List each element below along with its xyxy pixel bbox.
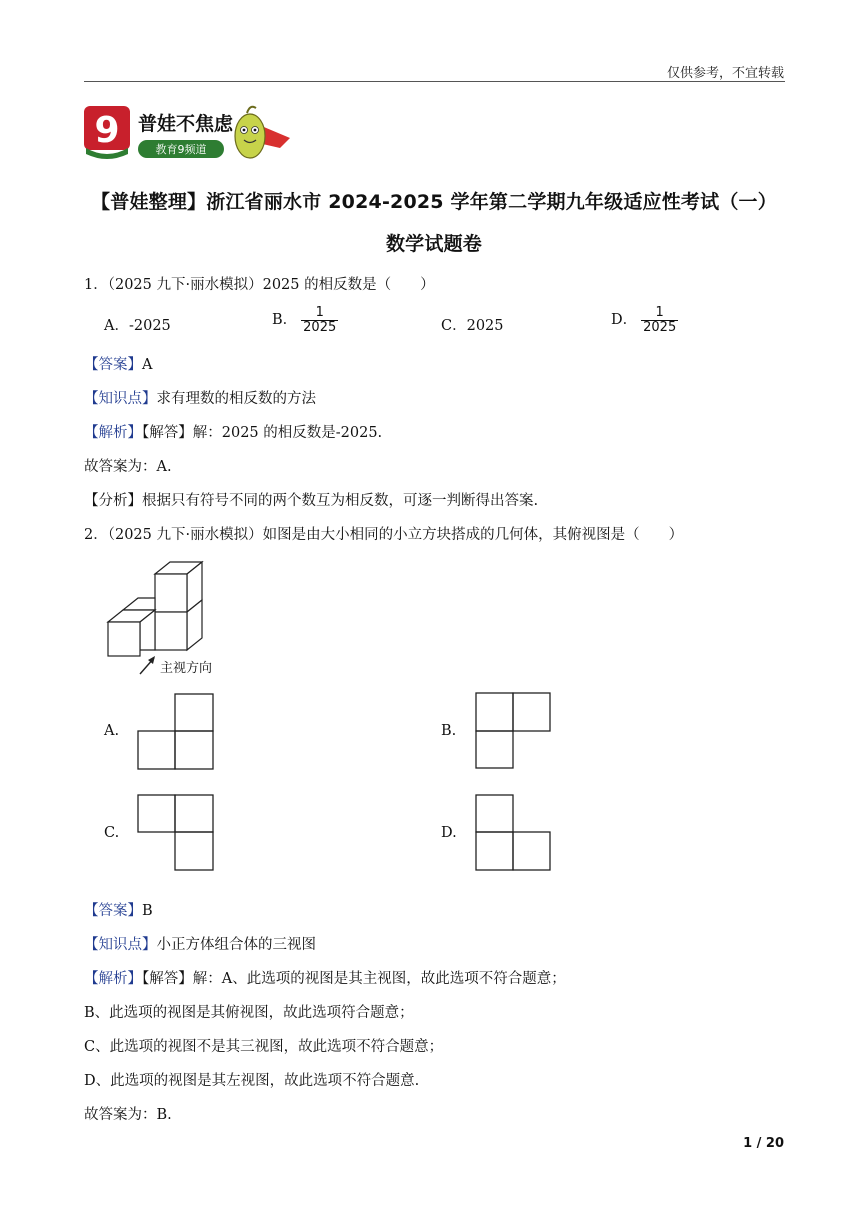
analysis-text: 【解答】解：A、此选项的视图是其主视图，故此选项不符合题意；	[142, 971, 566, 987]
q2-option-a-label: A.	[104, 723, 120, 739]
header-rule	[84, 81, 785, 82]
q1-answer	[84, 353, 152, 374]
q1-option-d	[611, 306, 678, 334]
grid-square	[175, 694, 213, 731]
page-number: 1 / 20	[743, 1136, 784, 1151]
mascot-icon	[235, 107, 290, 158]
q1-option-d-label: D．	[611, 312, 638, 329]
analysis-tag: 【解析】	[84, 971, 142, 987]
q1-knowledge-point	[84, 387, 316, 408]
grid-square	[476, 832, 513, 870]
q1-option-b-label: B．	[272, 312, 298, 329]
q1-option-b-fraction	[301, 306, 338, 334]
answer-tag: 【答案】	[84, 903, 142, 919]
q1-conclusion: 故答案为：A.	[84, 459, 172, 475]
q1-option-a: A．-2025	[104, 318, 171, 334]
q2-figure-label: 主视方向	[160, 661, 213, 676]
q2-conclusion: 故答案为：B.	[84, 1107, 172, 1123]
document-title: 【普娃整理】浙江省丽水市 2024-2025 学年第二学期九年级适应性考试（一）	[91, 191, 777, 213]
answer-value: B	[142, 903, 153, 919]
fraction-numerator: 1	[315, 305, 324, 320]
grid-square	[175, 832, 213, 870]
q1-option-c: C．2025	[441, 318, 504, 334]
analysis-text: 【解答】解：2025 的相反数是-2025.	[142, 425, 383, 441]
grid-square	[138, 731, 175, 769]
grid-square	[476, 731, 513, 768]
grid-square	[476, 693, 513, 731]
knowledge-text: 求有理数的相反数的方法	[156, 391, 316, 407]
cube-back-top-face	[123, 598, 155, 610]
q2-analysis-line: C、此选项的视图不是其三视图，故此选项不符合题意；	[84, 1039, 444, 1055]
fraction-denominator: 2025	[643, 319, 677, 335]
knowledge-tag: 【知识点】	[84, 391, 157, 407]
cube-front-face	[155, 574, 187, 612]
logo-digit: 9	[94, 110, 120, 151]
fenxi-text: 根据只有符号不同的两个数互为相反数，可逐一判断得出答案.	[142, 493, 539, 509]
q2-analysis	[84, 967, 566, 988]
answer-tag: 【答案】	[84, 357, 142, 373]
q2-option-c-label: C.	[104, 825, 120, 841]
q2-stem: 2．（2025 九下·丽水模拟）如图是由大小相同的小立方块搭成的几何体，其俯视图是（ ）	[84, 527, 684, 543]
q2-option-d-label: D.	[441, 825, 457, 841]
knowledge-text: 小正方体组合体的三视图	[156, 937, 316, 953]
cube-front-face	[155, 612, 187, 650]
q1-fenxi	[84, 489, 538, 510]
q2-option-c-diagram	[137, 794, 215, 872]
logo-graphic	[84, 98, 294, 162]
analysis-tag: 【解析】	[84, 425, 142, 441]
q2-analysis-line: B、此选项的视图是其俯视图，故此选项符合题意；	[84, 1005, 414, 1021]
q1-analysis	[84, 421, 382, 442]
grid-square	[476, 795, 513, 832]
q2-option-a-diagram	[137, 693, 215, 771]
header-note: 仅供参考，不宜转载	[666, 66, 784, 81]
q2-answer	[84, 899, 153, 920]
logo-brand-text: 普娃不焦虑	[138, 113, 234, 135]
cube-front-face	[108, 622, 140, 656]
grid-square	[175, 731, 213, 769]
q2-analysis-line: D、此选项的视图是其左视图，故此选项不符合题意.	[84, 1073, 420, 1089]
answer-value: A	[142, 357, 153, 373]
grid-square	[175, 795, 213, 832]
document-subtitle: 数学试题卷	[385, 233, 482, 255]
q2-knowledge-point	[84, 933, 316, 954]
knowledge-tag: 【知识点】	[84, 937, 157, 953]
fraction-numerator: 1	[655, 305, 664, 320]
grid-square	[138, 795, 175, 832]
q2-option-b-diagram	[475, 692, 553, 770]
q1-stem: 1．（2025 九下·丽水模拟）2025 的相反数是（ ）	[84, 277, 435, 293]
q2-option-b-label: B.	[441, 723, 457, 739]
fraction-denominator: 2025	[303, 319, 337, 335]
grid-square	[513, 832, 550, 870]
brand-logo	[84, 98, 294, 162]
logo-sub-text: 教育9频道	[155, 143, 207, 156]
fenxi-tag: 【分析】	[84, 493, 142, 509]
q1-option-d-fraction	[641, 306, 678, 334]
grid-square	[513, 693, 550, 731]
q1-option-b	[272, 306, 338, 334]
q2-option-d-diagram	[475, 794, 553, 872]
